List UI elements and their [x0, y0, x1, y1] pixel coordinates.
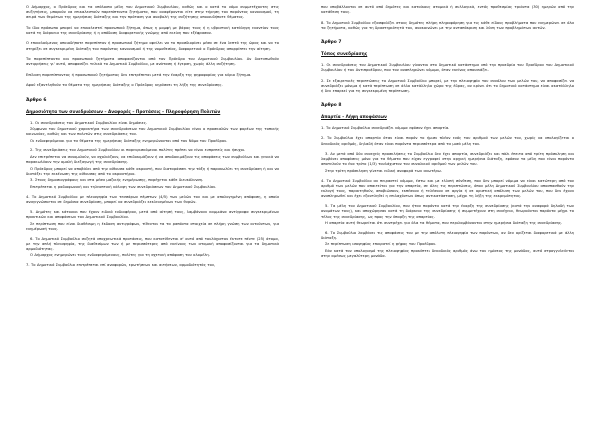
clause-5: 5. Δημότες και κάτοικοι που έχουν ειδικό ενδιαφέρον, μετά από αίτησή τους, λαμβάνουν καμμιάνα αντίγραφα συγκεκριμένων πρακτικών και αποφάσεων του Δημοτικού Συμβουλίου.: [26, 210, 279, 220]
clause-1: 1. Οι συνεδριάσεις του Δημοτικού Συμβουλίου γίνονται στο δημοτικό κατάστημα υπό την προεδρία του Προέδρου του Δημοτικού Συμβουλίου ή του Αντιπροέδρου, που τον αναπληρώνει νόμιμα, όταν εκείνος απουσιάζει.: [321, 62, 574, 72]
left-column: [26, 5, 279, 424]
paragraph: που υποβάλλονται σε αυτό από δημότες και κατοίκους ατομικά ή συλλογικά, εντός προθεσμίας τριάντα (30) ημερών από την κατάθεση τους.: [321, 5, 574, 15]
clause-6-detail: Ο Δήμαρχος ενημερώνει τους ενδιαφερόμενους, πολίτες για τη σχετική απόφαση του ολομέλη.: [30, 253, 210, 258]
clause-5-detail: Σε περίπτωση που είναι διαθέσιμη η έκδοση αντιγράφων, τίθενται τα τα ραπόντα στοιχεία σε πλήρη γνώση των αιτούντων, για ενημέρωσή τους.: [26, 221, 279, 232]
clause-1-detail: Οι ενδιαφερόμενοι για τα θέματα της ημερήσιας διάταξης ενημερώνονται από τον Νόμο του Προέδρου.: [30, 138, 228, 143]
clause-2: 2. Σε εξαιρετικές περιπτώσεις το Δημοτικό Συμβούλιο μπορεί, με την πλειοψηφία του συνόλου των μελών του, να αποφασίζει να συνεδριάζει μόνιμα ή κατά περίπτωση σε άλλο κατάλληλο χώρο της έδρας, αν κρίνει ότι το δημοτικό κατάστημα είναι ακατάλληλο ή δεν επαρκεί για τη συγκεκριμένη περίπτωση.: [321, 78, 574, 93]
paragraph: Ο επικαλούμενος οποιοδήποτε παρεπίπτον ή προσωπικό ζήτημα οφείλει να το προσδιορίσει μέσα σε ένα λεπτό της ώρας και να το στηρίξει σε συγκεκριμένη διάταξη του παρόντος κανονισμού ή της νομοθεσίας, διαφορετικά ο Πρόεδρος απορρίπτει την αίτηση.: [26, 41, 279, 51]
clause-7: 7. Το Δημοτικό Συμβούλιο επιτρέπεται επί αναφορών, ερωτήσεων και αιτήσεων, αρμοδιότητάς του,: [26, 263, 216, 267]
paragraph: Επίλυση παρεπίπτοντος ή προσωπικού ζητήματος δεν επιτρέπεται μετά την έναρξη της ψηφοφορίας για κύριο ζήτημα.: [26, 72, 252, 77]
paragraph: Τα παρεπίπτοντα και προσωπικά ζητήματα αποφασίζονται από τον Πρόεδρο του Δημοτικού Συμβουλίου. Αν διατυπωθούν αντιρρήσεις γι' αυτό, αποφασίζει τελικά το Δημοτικό Συμβούλιο, με ανάταση ή έγερση, χωρίς άλλη συζήτηση.: [26, 57, 279, 67]
paragraph: Το ίδιο πρόσωπο μπορεί να επικαλεστεί προσωπικό ζήτημα, όπως η μομφή με βάρος τους ή η υβριστική κατάληψη εναντίον τους κατά τη διάρκεια της συνεδρίασης ή η απόδοση διαφορετικής γνώμης από εκείνη που εξέφρασαν.: [26, 25, 279, 35]
clause-3-detail: Επιτρέπεται η ραδιοφωνική και τηλεοπτική κάλυψη των συνεδριάσεων του Δημοτικού Συμβουλίου.: [30, 184, 217, 189]
clause-1-detail: Σύμφωνα του δημοτικού χαρακτήρα των συνεδριάσεων του Δημοτικού Συμβουλίου είναι ο προσκαλών των φορέων της τοπικής κοινωνίας, καθώς και των πολιτών στις συνεδριάσεις του.: [26, 127, 279, 137]
article-6-heading: Άρθρο 6: [26, 97, 47, 103]
clause-5-detail: Η απαρτία αυτή θεωρείται ότι συντρέχει για όλα τα θέματα, που περιλαμβάνονται στην ημερήσια διάταξη της συνεδρίασης.: [325, 221, 563, 226]
article-8-heading: Άρθρο 8: [321, 102, 342, 108]
clause-6-detail: Σε περίπτωση ισοψηφίας επικρατεί η ψήφος του Προέδρου.: [325, 242, 437, 247]
clause-2: 2. Της συνεδριάσεις του Δημοτικού Συμβουλίου οι παρευρισκόμενοι πολίτες πρέπει να είναι ευπρεπείς και ήσυχοι.: [30, 148, 246, 153]
right-column: [321, 5, 574, 424]
clause-2-detail: Δεν επιτρέπεται να συνομιλούν, να σχολιάζουν, να επιδοκιμάζουν ή να αποδοκιμάζουν τις αποφάσεις των συμβούλων και γενικά να παρακωλύουν την ομαλή διεξαγωγή της συνεδρίασης.: [26, 155, 279, 165]
clause-6: 6. Το Συμβούλιο λαμβάνει τις αποφάσεις του με την απόλυτη πλειοψηφία των παρόντων, αν δεν ορίζεται διαφορετικά με άλλη διάταξη.: [321, 230, 574, 240]
article-7-subtitle: Τόπος συνεδρίασης: [321, 51, 368, 57]
clause-6: 6. Το Δημοτικό Συμβούλιο συζητά υποχρεωτικά προτάσεις, που κατατίθενται σ' αυτό από τουλάχιστον έκτοτε πέντε (25) άτομα, με την απλή πλειοψηφία, της διαθεσίμων των ή με περισσότερες από εκείνους των ατομική αποφασίζονται για τα δημοτικά αρμοδιότητας.: [26, 236, 279, 251]
article-8-subtitle: Απαρτία – Λήψη αποφάσεων: [321, 114, 387, 120]
clause-1: 1. Το Δημοτικό Συμβούλιο συνεδριάζει νόμιμα εφόσον έχει απαρτία.: [321, 125, 450, 130]
clause-3: 3. Στους δημοσιογράφους και στα μέσα μαζικής ενημέρωσης, παρέχεται κάθε διευκόλυνση.: [30, 178, 204, 183]
clause-3-detail: Στην τρίτη πρόσκληση γίνεται ειδική αναφορά των ανωτέρω.: [325, 168, 442, 173]
clause-6-detail: Εάν κατά τον υπολογισμό της πλειοψηφίας προκύπτει δεκαδικός αριθμός άνω του ημίσεος της μονάδας, αυτό στρογγυλεύεται στην αμέσως μεγαλύτερη μονάδα.: [321, 249, 574, 259]
clause-5: 5. Τα μέλη του Δημοτικού Συμβουλίου, που ήταν παρόντα κατά την έναρξη της συνεδρίασης (κατά την αναφορά δηλαδή των ονομάτων τους), και αποχώρησαν κατά τη διάρκεια της συνεδρίασης ή συμμετέχουν στη συνέχεια, θεωρούνται παρόντα μέχρι το τέλος της συνεδρίασης, ως προς την ύπαρξη της απαρτίας.: [321, 204, 574, 219]
paragraph: 8. Το Δημοτικό Συμβούλιο εξασφαλίζει στους δημότες πλήρη πληροφόρηση για τις κάθε είδους προβλήματα που ενημερώνει σε όλα τα ζητήματα, καθώς για τη δραστηριότητά του, ανακοινώνει με την ανταπόκριση και λύση των προβλημάτων αυτών.: [321, 20, 574, 30]
paragraph: Ο Δήμαρχος, ο Πρόεδρος και τα υπόλοιπα μέλη του Δημοτικού Συμβουλίου, καθώς και ο κατά το νόμο συμμετέχοντες στις συζητήσεις, μπορούν να επικαλεστούν παρεπίπτοντα ζητήματα, που αναφέρονται είτε στην τήρηση του παρόντος κανονισμού, τη σειρά των θεμάτων της ημερήσιας διάταξης και την πρόταση για αναβολή της συζήτησης οποιουδήποτε θέματος.: [26, 5, 279, 20]
clause-1: 1. Οι συνεδριάσεις του Δημοτικού Συμβουλίου είναι δημόσιες.: [30, 120, 148, 125]
clause-4: 4. Το Δημοτικό Συμβούλιο αν πειραστεί νόμιμα, έστω και με ελλιπή σύνθεση, που δεν μπορεί νόμιμα να είναι κατώτερη από τον αριθμό των μελών που απαιτείται για την απαρτία, σε όλες τις περιπτώσεις, όπου μέλη Δημοτικού Συμβουλίου αποσπασθούν την εκλογή τους, παραιτηθούν, αποβιώσουν, εκπέσουν ή τελέσουν σε αργία ή σε οριστική απόλυση των μελών του, που δεν έχουν αναπληρωθεί και έχει εξαντληθεί η επιλαχόντων όπως αντικατάσταση, μέχρι τη λήξη της εκκρεμότητας.: [321, 178, 574, 198]
article-7-heading: Άρθρο 7: [321, 39, 342, 45]
article-6-subtitle: Δημοσιότητα των συνεδριάσεων – Αναφορές – Προτάσεις – Πληροφόρηση Πολιτών: [26, 109, 221, 115]
clause-3: 3. Αν μετά από δύο συνεχείς προσκλήσεις το Συμβούλιο δεν έχει απαρτία, συνεδριάζει και πάλι έπειτα από τρίτη πρόσκληση και λαμβάνει αποφάσεις μόνο για τα θέματα που είχαν εγγραφεί στην αρχική ημερήσια διάταξη, εφόσον τα μέλη που είναι παρόντα αποτελούν το ένα τρίτο (1/3) τουλάχιστον του συνολικού αριθμού των μελών του.: [321, 152, 574, 167]
clause-4: 4. Το Δημοτικό Συμβούλιο με πλειοψηφία των τεσσάρων πέμπτων (4/5) των μελών του και με απολογημένη απόφαση, η οποία αναγιγνώσκεται σε δημόσια συνεδρίαση, μπορεί να συνεδριάζει κεκλεισμένων των θυρών.: [26, 194, 279, 204]
clause-2-detail: Ο Πρόεδρος μπορεί να αποβάλει από την αίθουσα κάθε ακροατή, που διαταράσσει την τάξη ή παρακωλύει τη συνεδρίαση ή και να διατάξει την εκκένωση της αίθουσας από το ακροατήριο.: [26, 166, 279, 176]
paragraph: Αφού εξαντληθούν τα θέματα της ημερήσιας διάταξης ο Πρόεδρος κηρύσσει τη λήξη της συνεδρίασης.: [26, 83, 223, 88]
clause-2: 2. Το Συμβούλιο έχει απαρτία όταν είναι παρόν το ήμισυ πλέον ενός του αριθμού των μελών του, χωρίς να υπολογίζεται ο δεκαδικός αριθμός, δηλαδή όταν είναι παρόντα περισσότερα από τα μισά μέλη του.: [321, 136, 574, 146]
